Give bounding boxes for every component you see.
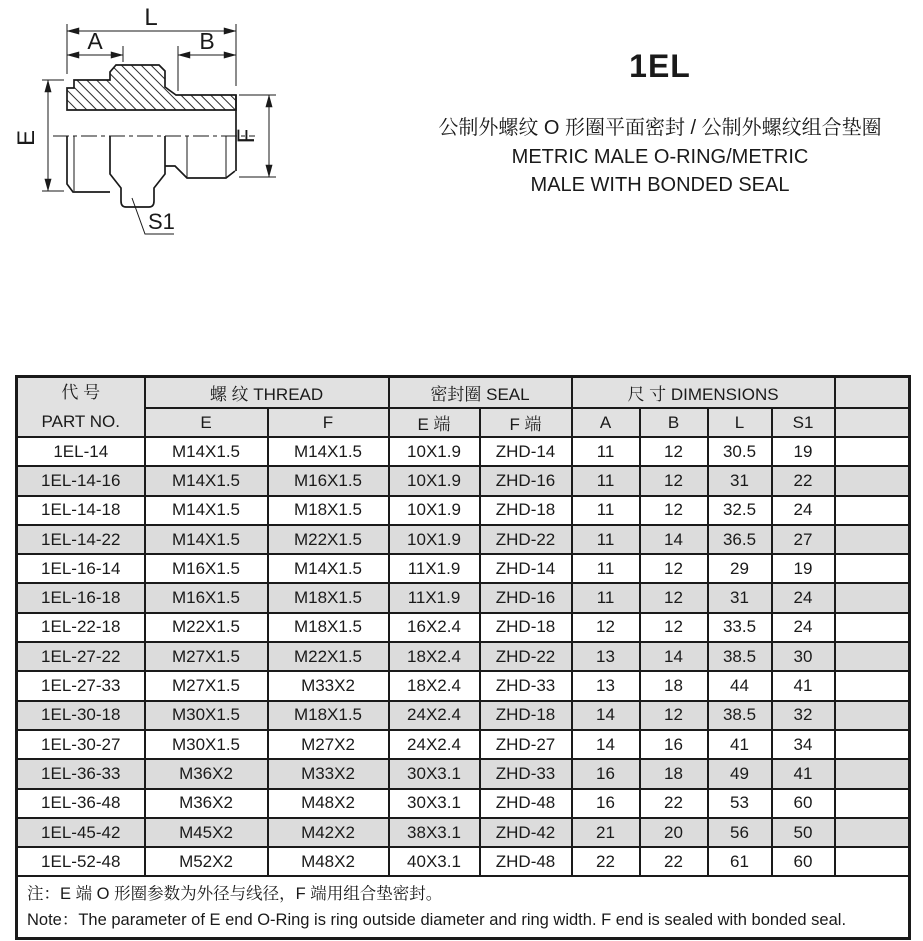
body-outline: [67, 95, 236, 207]
table-cell: 13: [572, 642, 640, 671]
table-row: [17, 730, 910, 759]
table-cell: 41: [708, 730, 772, 759]
table-cell: 16X2.4: [389, 613, 480, 642]
table-cell: 31: [708, 583, 772, 612]
table-cell: 24X2.4: [389, 730, 480, 759]
sub-header-thread-e: E: [145, 408, 268, 437]
table-cell: [835, 789, 910, 818]
table-cell: ZHD-48: [480, 847, 572, 876]
table-cell: M16X1.5: [268, 466, 389, 495]
spec-table: [15, 375, 911, 940]
table-cell: 1EL-22-18: [17, 613, 145, 642]
table-cell: ZHD-27: [480, 730, 572, 759]
table-cell: M14X1.5: [268, 437, 389, 466]
table-row: [17, 759, 910, 788]
table-cell: 30X3.1: [389, 759, 480, 788]
table-cell: 1EL-27-33: [17, 671, 145, 700]
table-cell: 11: [572, 466, 640, 495]
col-header-part-no-cn: 代 号: [61, 383, 101, 402]
table-cell: 10X1.9: [389, 466, 480, 495]
table-cell: 40X3.1: [389, 847, 480, 876]
table-cell: 29: [708, 554, 772, 583]
table-cell: 32.5: [708, 496, 772, 525]
table-cell: [835, 847, 910, 876]
col-header-thread: 螺 纹 THREAD: [145, 377, 389, 409]
table-cell: 61: [708, 847, 772, 876]
table-cell: M27X1.5: [145, 642, 268, 671]
table-cell: M18X1.5: [268, 613, 389, 642]
table-row: [17, 583, 910, 612]
table-cell: [835, 437, 910, 466]
table-cell: 14: [640, 525, 708, 554]
note-en: Note：The parameter of E end O-Ring is ring outside diameter and ring width. F end is sealed with bonded seal.: [27, 911, 847, 930]
sub-header-seal-f: F 端: [480, 408, 572, 437]
table-cell: [835, 642, 910, 671]
table-cell: ZHD-18: [480, 613, 572, 642]
table-cell: M22X1.5: [268, 642, 389, 671]
table-cell: M33X2: [268, 759, 389, 788]
table-cell: 24X2.4: [389, 701, 480, 730]
table-cell: M18X1.5: [268, 583, 389, 612]
table-cell: M14X1.5: [145, 466, 268, 495]
table-cell: 1EL-45-42: [17, 818, 145, 847]
table-cell: 38X3.1: [389, 818, 480, 847]
table-cell: M36X2: [145, 789, 268, 818]
table-cell: [835, 466, 910, 495]
table-cell: ZHD-14: [480, 554, 572, 583]
table-cell: 19: [772, 437, 835, 466]
table-cell: [835, 701, 910, 730]
table-cell: 36.5: [708, 525, 772, 554]
table-cell: M27X1.5: [145, 671, 268, 700]
table-cell: 21: [572, 818, 640, 847]
table-cell: 10X1.9: [389, 437, 480, 466]
table-row: [17, 437, 910, 466]
table-cell: 10X1.9: [389, 496, 480, 525]
table-cell: 18: [640, 759, 708, 788]
table-cell: 24: [772, 613, 835, 642]
col-header-dimensions: 尺 寸 DIMENSIONS: [572, 377, 835, 409]
table-cell: M42X2: [268, 818, 389, 847]
table-cell: M14X1.5: [268, 554, 389, 583]
table-cell: 53: [708, 789, 772, 818]
table-cell: M14X1.5: [145, 437, 268, 466]
table-cell: 31: [708, 466, 772, 495]
table-cell: [835, 818, 910, 847]
table-cell: 1EL-30-18: [17, 701, 145, 730]
table-cell: 1EL-14: [17, 437, 145, 466]
subtitle-cn: 公制外螺纹 O 形圈平面密封 / 公制外螺纹组合垫圈: [438, 117, 882, 139]
table-cell: ZHD-16: [480, 466, 572, 495]
table-cell: 1EL-16-18: [17, 583, 145, 612]
table-cell: 24: [772, 583, 835, 612]
table-cell: 19: [772, 554, 835, 583]
table-cell: 14: [572, 730, 640, 759]
col-header-part-no: [17, 377, 145, 438]
table-row: [17, 701, 910, 730]
product-subtitle: [392, 114, 923, 200]
table-cell: 1EL-16-14: [17, 554, 145, 583]
table-row: [17, 671, 910, 700]
table-cell: 13: [572, 671, 640, 700]
table-cell: 10X1.9: [389, 525, 480, 554]
table-cell: 11: [572, 496, 640, 525]
table-cell: 11: [572, 525, 640, 554]
table-cell: 34: [772, 730, 835, 759]
table-cell: M27X2: [268, 730, 389, 759]
table-cell: [835, 671, 910, 700]
table-cell: 1EL-30-27: [17, 730, 145, 759]
table-cell: 60: [772, 789, 835, 818]
subtitle-en-line1: METRIC MALE O-RING/METRIC: [511, 145, 809, 168]
table-cell: 18: [640, 671, 708, 700]
table-cell: ZHD-18: [480, 701, 572, 730]
table-cell: M22X1.5: [268, 525, 389, 554]
table-cell: ZHD-18: [480, 496, 572, 525]
table-cell: 30X3.1: [389, 789, 480, 818]
table-cell: ZHD-48: [480, 789, 572, 818]
table-cell: [835, 730, 910, 759]
table-cell: 1EL-14-22: [17, 525, 145, 554]
table-cell: 12: [640, 496, 708, 525]
table-cell: 22: [640, 847, 708, 876]
table-cell: 12: [640, 701, 708, 730]
table-cell: 12: [640, 466, 708, 495]
product-code: 1EL: [629, 48, 691, 84]
table-cell: 56: [708, 818, 772, 847]
table-row: [17, 525, 910, 554]
note-cn: 注：E 端 O 形圈参数为外径与线径，F 端用组合垫密封。: [27, 885, 443, 904]
table-cell: 11: [572, 554, 640, 583]
table-cell: ZHD-33: [480, 759, 572, 788]
table-cell: 32: [772, 701, 835, 730]
notes-cell: [17, 876, 910, 939]
table-cell: 38.5: [708, 642, 772, 671]
table-row: [17, 789, 910, 818]
table-cell: M48X2: [268, 847, 389, 876]
table-row: [17, 554, 910, 583]
table-row: [17, 847, 910, 876]
subtitle-en-line2: MALE WITH BONDED SEAL: [530, 174, 790, 196]
table-cell: [835, 759, 910, 788]
table-cell: 16: [572, 759, 640, 788]
table-cell: M45X2: [145, 818, 268, 847]
sub-header-l: L: [708, 408, 772, 437]
table-cell: 1EL-14-16: [17, 466, 145, 495]
table-cell: 12: [640, 613, 708, 642]
table-cell: 16: [640, 730, 708, 759]
table-cell: ZHD-42: [480, 818, 572, 847]
table-cell: 11: [572, 583, 640, 612]
dim-label-a: A: [87, 28, 103, 54]
technical-drawing: [0, 0, 340, 250]
table-cell: 12: [640, 583, 708, 612]
sub-header-thread-f: F: [268, 408, 389, 437]
table-cell: [835, 496, 910, 525]
table-cell: ZHD-14: [480, 437, 572, 466]
table-cell: [835, 583, 910, 612]
table-cell: 50: [772, 818, 835, 847]
table-cell: 60: [772, 847, 835, 876]
table-cell: 41: [772, 759, 835, 788]
table-cell: M22X1.5: [145, 613, 268, 642]
table-cell: M52X2: [145, 847, 268, 876]
sub-header-seal-e: E 端: [389, 408, 480, 437]
table-cell: 18X2.4: [389, 642, 480, 671]
sub-header-a: A: [572, 408, 640, 437]
table-cell: 1EL-27-22: [17, 642, 145, 671]
table-cell: 22: [572, 847, 640, 876]
dim-label-e: E: [13, 129, 40, 147]
table-cell: 27: [772, 525, 835, 554]
col-header-blank: [835, 377, 910, 409]
table-cell: 11X1.9: [389, 554, 480, 583]
table-cell: 11X1.9: [389, 583, 480, 612]
table-cell: M48X2: [268, 789, 389, 818]
table-cell: 49: [708, 759, 772, 788]
table-cell: 22: [640, 789, 708, 818]
table-cell: 14: [640, 642, 708, 671]
table-cell: 12: [640, 437, 708, 466]
table-cell: [835, 613, 910, 642]
table-cell: ZHD-22: [480, 525, 572, 554]
sub-header-s1: S1: [772, 408, 835, 437]
table-cell: 1EL-36-33: [17, 759, 145, 788]
table-cell: M36X2: [145, 759, 268, 788]
table-cell: ZHD-22: [480, 642, 572, 671]
sub-header-blank: [835, 408, 910, 437]
table-cell: 12: [572, 613, 640, 642]
table-cell: 16: [572, 789, 640, 818]
table-row: [17, 466, 910, 495]
table-row: [17, 642, 910, 671]
table-cell: 12: [640, 554, 708, 583]
dim-label-l: L: [144, 4, 158, 31]
body-section: [67, 65, 236, 110]
table-cell: 14: [572, 701, 640, 730]
table-row: [17, 818, 910, 847]
table-cell: 1EL-36-48: [17, 789, 145, 818]
dim-label-f: F: [233, 128, 260, 144]
table-cell: ZHD-16: [480, 583, 572, 612]
table-cell: [835, 525, 910, 554]
table-cell: 22: [772, 466, 835, 495]
table-cell: M18X1.5: [268, 701, 389, 730]
dim-label-s1: S1: [148, 209, 175, 234]
table-cell: 30: [772, 642, 835, 671]
table-row: [17, 613, 910, 642]
table-body: [17, 437, 910, 876]
table-cell: M14X1.5: [145, 525, 268, 554]
table-cell: M18X1.5: [268, 496, 389, 525]
table-cell: 1EL-14-18: [17, 496, 145, 525]
table-cell: 24: [772, 496, 835, 525]
table-cell: 41: [772, 671, 835, 700]
table-cell: ZHD-33: [480, 671, 572, 700]
sub-header-b: B: [640, 408, 708, 437]
table-cell: M33X2: [268, 671, 389, 700]
col-header-part-no-en: PART NO.: [41, 412, 120, 431]
table-cell: 33.5: [708, 613, 772, 642]
table-cell: 30.5: [708, 437, 772, 466]
table-cell: [835, 554, 910, 583]
table-cell: M14X1.5: [145, 496, 268, 525]
table-cell: 11: [572, 437, 640, 466]
table-cell: 44: [708, 671, 772, 700]
table-cell: M30X1.5: [145, 701, 268, 730]
dim-label-b: B: [199, 28, 215, 54]
table-cell: 20: [640, 818, 708, 847]
table-cell: M16X1.5: [145, 583, 268, 612]
table-cell: 1EL-52-48: [17, 847, 145, 876]
table-cell: M16X1.5: [145, 554, 268, 583]
col-header-seal: 密封圈 SEAL: [389, 377, 572, 409]
table-row: [17, 496, 910, 525]
table-cell: 38.5: [708, 701, 772, 730]
table-cell: 18X2.4: [389, 671, 480, 700]
detail-lines: [53, 136, 255, 191]
table-cell: M30X1.5: [145, 730, 268, 759]
